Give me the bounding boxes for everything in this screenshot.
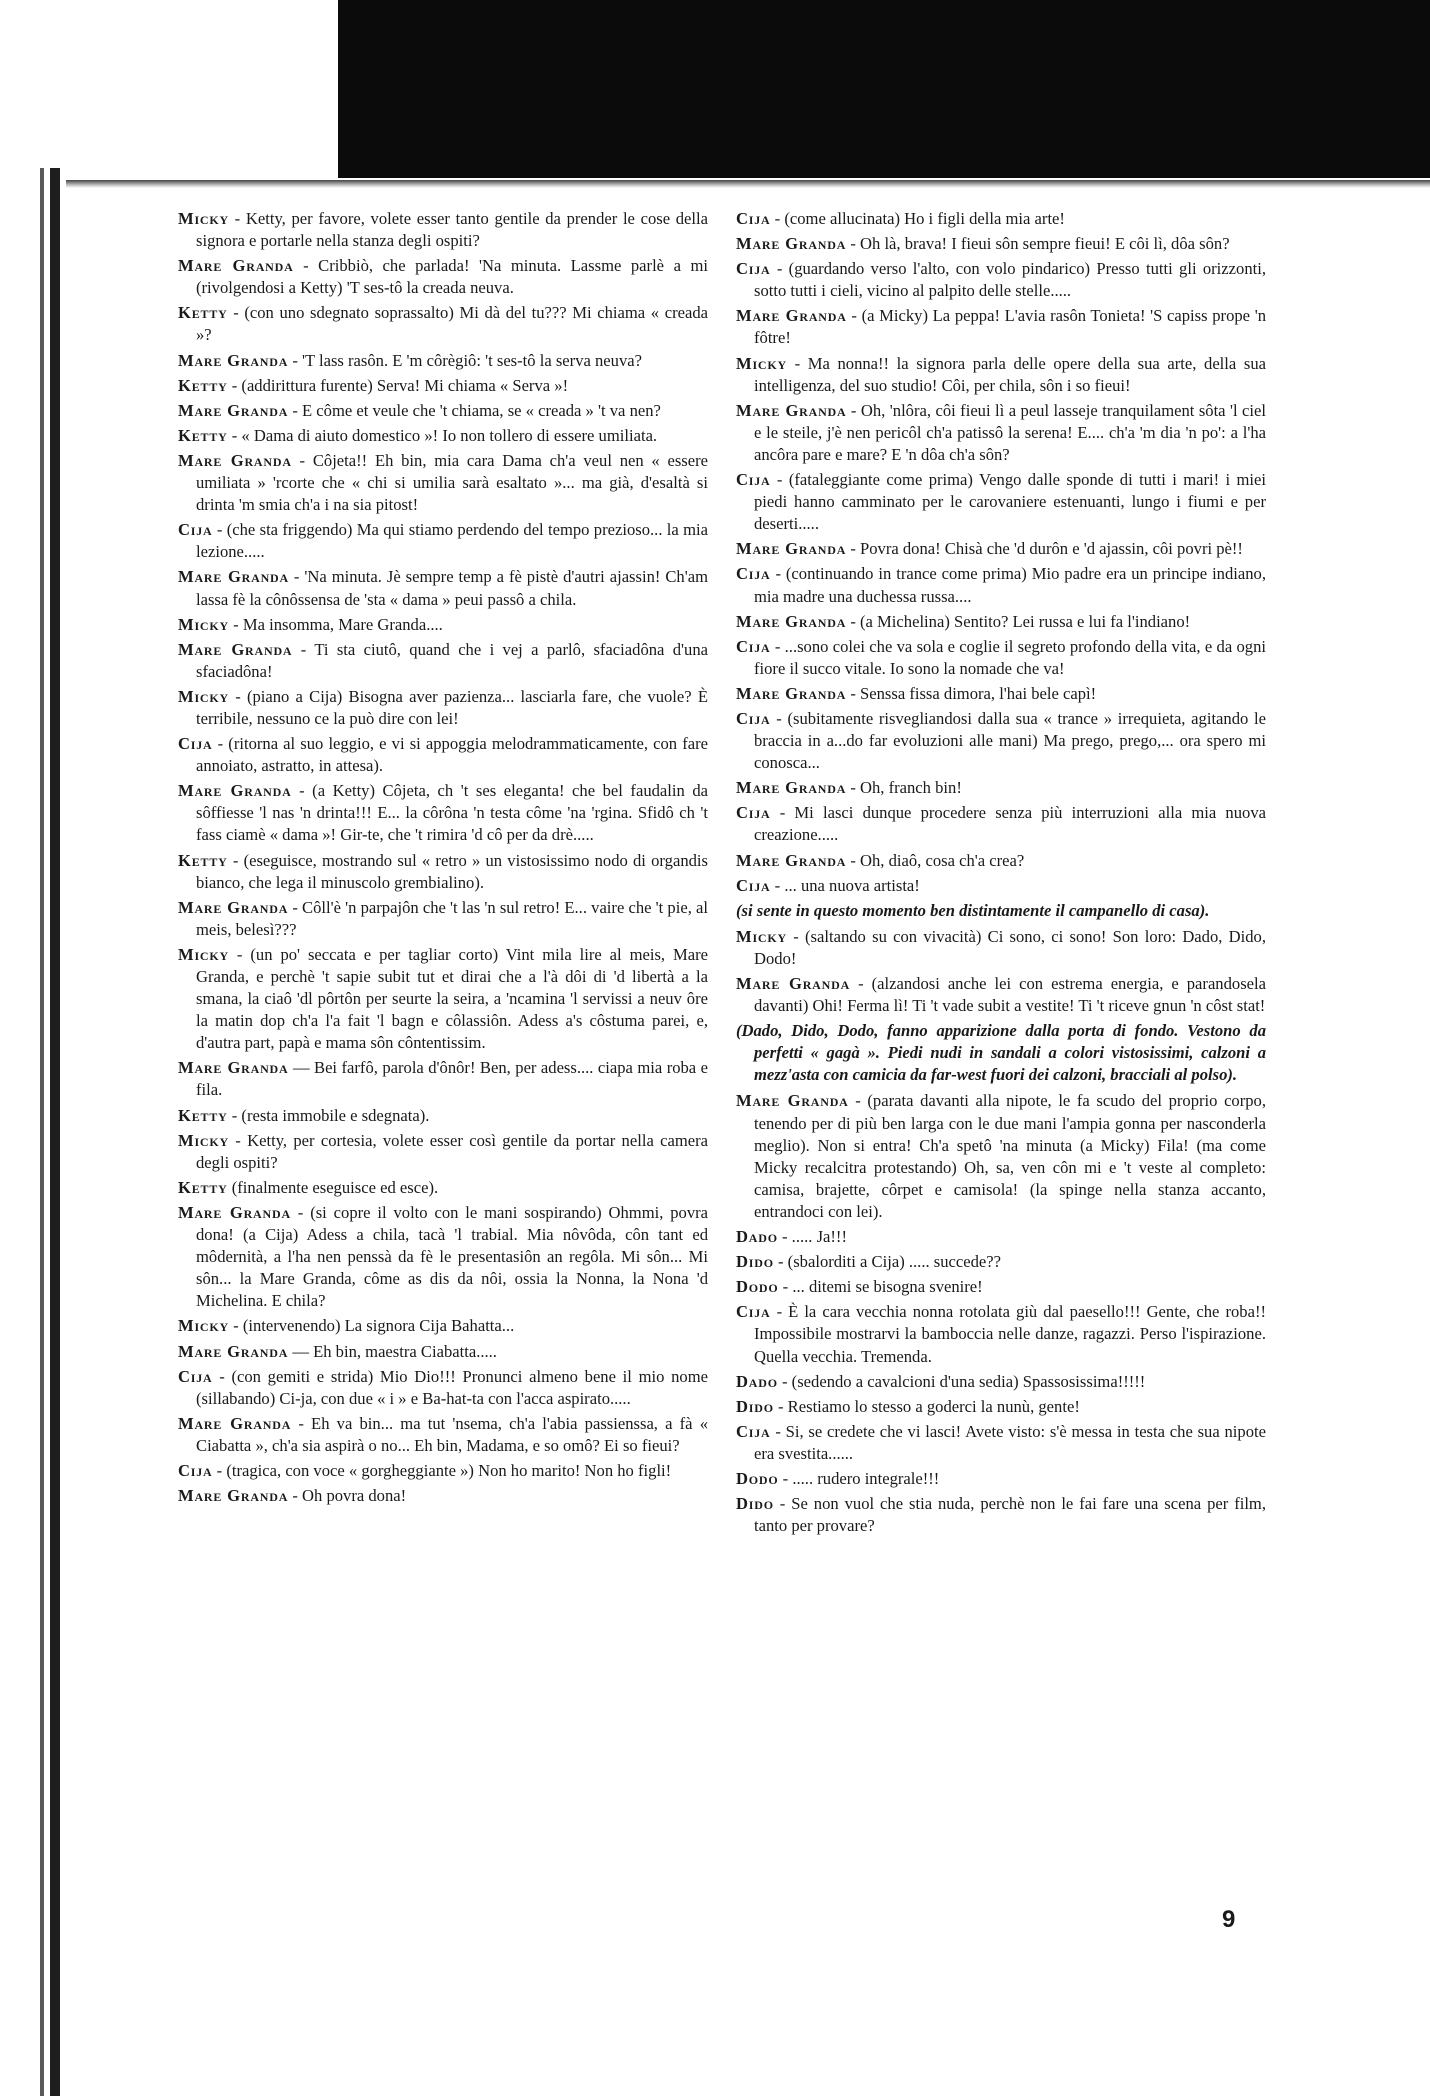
dialogue-line — [178, 1202, 708, 1312]
dialogue-text: - Ketty, per cortesia, volete esser così gentile da portar nella camera degli ospiti? — [196, 1130, 708, 1172]
dialogue-text: - Ma nonna!! la signora parla delle opere della sua arte, della sua intelligenza, del suo studio! Côi, per chila, sôn i so fieui! — [754, 353, 1266, 395]
dialogue-line — [178, 686, 708, 730]
speaker-name: Mare Granda — [736, 611, 847, 631]
binding-edge — [50, 168, 60, 2096]
dialogue-line — [736, 1493, 1266, 1537]
dialogue-text: - (con gemiti e strida) Mio Dio!!! Pronunci almeno bene il mio nome (sillabando) Ci-ja, con due « i » e Ba-hat-ta con l'acca aspirato..... — [196, 1366, 708, 1408]
dialogue-line — [736, 973, 1266, 1017]
dialogue-line — [178, 519, 708, 563]
dialogue-text: - Restiamo lo stesso a goderci la nunù, gente! — [773, 1396, 1080, 1416]
dialogue-line — [736, 305, 1266, 349]
dialogue-text: - (continuando in trance come prima) Mio padre era un principe indiano, mia madre una duchessa russa.... — [754, 564, 1266, 606]
dialogue-line — [736, 538, 1266, 560]
dialogue-line — [736, 850, 1266, 872]
speaker-name: Micky — [178, 209, 229, 228]
speaker-name: Cija — [736, 803, 771, 823]
speaker-name: Mare Granda — [178, 256, 294, 276]
dialogue-line — [736, 683, 1266, 705]
dialogue-text: - (fataleggiante come prima) Vengo dalle sponde di tutti i mari! i miei piedi hanno camminato per le carovaniere estenuanti, lungo i fiumi e per deserti..... — [754, 470, 1266, 534]
dialogue-line — [736, 1421, 1266, 1465]
speaker-name: Mare Granda — [178, 639, 293, 659]
dialogue-line — [736, 1468, 1266, 1490]
dialogue-text: - ..... Ja!!! — [777, 1227, 847, 1247]
dialogue-text: - Ketty, per favore, volete esser tanto gentile da prender le cose della signora e portarle nella stanza degli ospiti? — [196, 209, 708, 251]
dialogue-text: - Oh, franch bin! — [846, 778, 962, 798]
dialogue-line — [178, 1315, 708, 1337]
dialogue-text: - (piano a Cija) Bisogna aver pazienza... lasciarla fare, che vuole? È terribile, nessuno ce la può dire con lei! — [196, 686, 708, 728]
dialogue-text: - (si copre il volto con le mani sospirando) Ohmmi, povra dona! (a Cija) Adess a chila, tacà 'l trabial. Mia nôvôda, côn tant ed môdernità, a l'ha nen penssà da fè le presentasiôn an regôla. Mi sôn... Mi sôn... la Mare Granda, côme as dis da nôi, ossia la Nonna, la Nona 'd Michelina. E chila? — [196, 1202, 709, 1311]
dialogue-line — [736, 1301, 1266, 1367]
speaker-name: Mare Granda — [178, 1413, 292, 1433]
dialogue-text: - Côjeta!! Eh bin, mia cara Dama ch'a veul nen « essere umiliata » 'rcorte che « chi si umilia sarà esaltato »... ma già, d'esaltà si drinta 'm smia ch'a i na sia pitost! — [196, 450, 708, 515]
dialogue-line — [736, 777, 1266, 799]
dialogue-line — [178, 375, 708, 397]
speaker-name: Dado — [736, 1227, 778, 1247]
speaker-name: Mare Granda — [736, 974, 851, 993]
dialogue-text: — Eh bin, maestra Ciabatta..... — [288, 1341, 497, 1361]
speaker-name: Mare Granda — [736, 539, 847, 559]
speaker-name: Cija — [178, 1460, 213, 1480]
stage-direction — [736, 900, 1266, 922]
speaker-name: Cija — [736, 209, 771, 228]
dialogue-text: - E côme et veule che 't chiama, se « creada » 't va nen? — [288, 400, 661, 420]
right-column — [736, 208, 1266, 1540]
speaker-name: Mare Granda — [736, 306, 847, 326]
dialogue-text: - (saltando su con vivacità) Ci sono, ci sono! Son loro: Dado, Dido, Dodo! — [754, 926, 1266, 968]
speaker-name: Ketty — [178, 375, 228, 395]
dialogue-line — [736, 1371, 1266, 1393]
dialogue-line — [178, 1413, 708, 1457]
speaker-name: Cija — [178, 734, 213, 754]
dialogue-text: - (come allucinata) Ho i figli della mia arte! — [770, 209, 1065, 228]
dialogue-text: - (eseguisce, mostrando sul « retro » un vistosissimo nodo di organdis bianco, che lega il minuscolo grembialino). — [196, 850, 708, 892]
dialogue-text: - Oh, 'nlôra, côi fieui lì a peul lasseje tranquilament sôta 'l ciel e le steile, j'è nen pericôl ch'a patissô la serena! E.... ch'a 'm dia 'n po': a l'ha ancôra pare e mare? E 'n dôa ch'a sôn? — [754, 400, 1266, 464]
speaker-name: Micky — [178, 1316, 229, 1336]
dialogue-line — [178, 255, 708, 299]
dialogue-text: - Si, se credete che vi lasci! Avete visto: s'è messa in testa che sua nipote era svestita...... — [754, 1421, 1266, 1463]
dialogue-line — [178, 1366, 708, 1410]
dialogue-text: - Oh là, brava! I fieui sôn sempre fieui! E côi lì, dôa sôn? — [846, 234, 1230, 254]
speaker-name: Ketty — [178, 303, 228, 323]
speaker-name: Dodo — [736, 1277, 779, 1297]
dialogue-text: - Oh, diaô, cosa ch'a crea? — [846, 850, 1025, 870]
dialogue-text: - Mi lasci dunque procedere senza più interruzioni alla mia nuova creazione..... — [754, 803, 1266, 845]
page-top-shadow — [66, 180, 1430, 188]
speaker-name: Cija — [736, 564, 771, 584]
dialogue-line — [736, 469, 1266, 535]
dialogue-line — [178, 614, 708, 636]
dialogue-text: - ... ditemi se bisogna svenire! — [778, 1277, 983, 1297]
dialogue-line — [178, 1460, 708, 1482]
speaker-name: Dido — [736, 1396, 774, 1416]
dialogue-text: - (sedendo a cavalcioni d'una sedia) Spassosissima!!!!! — [777, 1371, 1146, 1391]
dialogue-line — [178, 450, 708, 516]
dialogue-text: - (a Ketty) Côjeta, ch 't ses eleganta! che bel faudalin da sôffiesse 'l nas 'n drinta!!! E... la côrôna 'n testa côme 'na 'rgina. Sfidô ch 't fass ciamè « dama »! Gir-te, che 't rimira 'd cô per da drè..... — [196, 781, 708, 845]
dialogue-text: (Dado, Dido, Dodo, fanno apparizione dalla porta di fondo. Vestono da perfetti « gagà ». Piedi nudi in sandali a colori vistosissimi, calzoni a mezz'asta con camicia da far-west fuori dei calzoni, bracciali al polso). — [736, 1021, 1266, 1085]
dialogue-text: - (guardando verso l'alto, con volo pindarico) Presso tutti gli orizzonti, sotto tutti i cieli, vicino al palpito delle stelle..... — [754, 259, 1266, 301]
dialogue-text: - Cribbiò, che parlada! 'Na minuta. Lassme parlè a mi (rivolgendosi a Ketty) 'T ses-tô la creada neuva. — [196, 256, 708, 298]
scan-top-border — [0, 0, 1430, 178]
speaker-name: Ketty — [178, 1105, 228, 1125]
dialogue-text: - Senssa fissa dimora, l'hai bele capì! — [846, 683, 1097, 703]
dialogue-text: - ..... rudero integrale!!! — [778, 1468, 940, 1488]
dialogue-line — [736, 611, 1266, 633]
dialogue-line — [736, 400, 1266, 466]
speaker-name: Mare Granda — [178, 1486, 289, 1506]
page-number: 9 — [1222, 1906, 1236, 1933]
dialogue-text: - (parata davanti alla nipote, le fa scudo del proprio corpo, tenendo per di più ben larga con le due mani l'ampia gonna per nasconderla meglio). Non si entra! Ch'a spetô 'na minuta (a Micky) Fila! (ma come Micky recalcitra protestando) Oh, sa, ven côn mi e 't veste al completo: camisa, brajette, côrpet e camisola! (la spinge nella stanza accanto, entrandoci con lei). — [754, 1091, 1267, 1221]
dialogue-line — [178, 1130, 708, 1174]
dialogue-text: - (un po' seccata e per tagliar corto) Vint mila lire al meis, Mare Granda, e perchè 't sapie subit tut et dirai che a l'à dôi di 'd libertà a la smana, la ciaô 'dl pôrtôn per seurte la seira, a 'ncamina 'l servissi a neuv ôre la matin dop ch'a l'a fait 'l bagn e côlassiôn. Adess a's côstuma parei, e, d'autra part, papà e mama sôn côntentissim. — [196, 944, 708, 1053]
speaker-name: Ketty — [178, 1177, 228, 1197]
speaker-name: Micky — [178, 944, 229, 964]
speaker-name: Cija — [736, 1421, 771, 1441]
dialogue-text: - 'T lass rasôn. E 'm côrègiô: 't ses-tô la serva neuva? — [288, 350, 642, 370]
dialogue-line — [178, 566, 708, 610]
speaker-name: Micky — [178, 614, 229, 634]
speaker-name: Mare Granda — [178, 781, 292, 801]
speaker-name: Mare Granda — [736, 1091, 849, 1111]
speaker-name: Mare Granda — [178, 400, 289, 420]
speaker-name: Mare Granda — [178, 1058, 289, 1078]
dialogue-line — [178, 1057, 708, 1101]
dialogue-line — [178, 1485, 708, 1507]
dialogue-line — [736, 353, 1266, 397]
speaker-name: Mare Granda — [736, 234, 847, 254]
dialogue-line — [736, 233, 1266, 255]
dialogue-line — [178, 639, 708, 683]
dialogue-text: - È la cara vecchia nonna rotolata giù dal paesello!!! Gente, che roba!! Impossibile mostrarvi la bamboccia nelle danze, ragazzi. Perso l'ispirazione. Quella vecchia. Tremenda. — [754, 1302, 1266, 1366]
speaker-name: Micky — [736, 353, 787, 373]
dialogue-text: (si sente in questo momento ben distintamente il campanello di casa). — [736, 900, 1210, 920]
speaker-name: Mare Granda — [736, 400, 847, 420]
speaker-name: Mare Granda — [178, 1341, 289, 1361]
speaker-name: Cija — [736, 708, 771, 728]
dialogue-line — [178, 944, 708, 1054]
speaker-name: Dido — [736, 1252, 774, 1272]
speaker-name: Cija — [736, 470, 771, 490]
scan-top-notch — [0, 0, 338, 178]
dialogue-text: - Oh povra dona! — [288, 1486, 407, 1506]
speaker-name: Cija — [178, 520, 213, 540]
speaker-name: Mare Granda — [178, 1202, 291, 1222]
dialogue-line — [736, 926, 1266, 970]
dialogue-text: - ...sono colei che va sola e coglie il segreto profondo della vita, e da ogni fiore il succo vitale. Io sono la nomade che va! — [754, 636, 1266, 678]
dialogue-text: — Bei farfô, parola d'ônôr! Ben, per adess.... ciapa mia roba e fila. — [196, 1058, 708, 1100]
binding-shadow — [40, 168, 44, 2096]
dialogue-text: - (a Micky) La peppa! L'avia rasôn Tonieta! 'S capiss prope 'n fôtre! — [754, 306, 1266, 348]
dialogue-line — [736, 708, 1266, 774]
dialogue-text: - (ritorna al suo leggio, e vi si appoggia melodrammaticamente, con fare annoiato, astratto, in attesa). — [196, 734, 708, 776]
dialogue-line — [736, 1276, 1266, 1298]
speaker-name: Mare Granda — [178, 350, 289, 370]
dialogue-line — [736, 563, 1266, 607]
dialogue-text: - (sbalorditi a Cija) ..... succede?? — [773, 1252, 1002, 1272]
dialogue-line — [736, 1396, 1266, 1418]
dialogue-text: - Eh va bin... ma tut 'nsema, ch'a l'abia passienssa, a fà « Ciabatta », ch'a sia aspirà o no... Eh bin, Madama, e so omô? Ei so fieui? — [196, 1413, 708, 1455]
speaker-name: Dodo — [736, 1468, 779, 1488]
dialogue-line — [736, 1251, 1266, 1273]
dialogue-text: - (alzandosi anche lei con estrema energia, e parandosela davanti) Ohi! Ferma lì! Ti 't vade subit a vestite! Ti 't riceve gnun 'n côst stat! — [754, 974, 1267, 1016]
dialogue-line — [178, 400, 708, 422]
dialogue-text: - Ma insomma, Mare Granda.... — [229, 614, 443, 634]
dialogue-line — [178, 897, 708, 941]
dialogue-text: - (con uno sdegnato soprassalto) Mi dà del tu??? Mi chiama « creada »? — [196, 303, 708, 345]
dialogue-text: - (tragica, con voce « gorgheggiante ») Non ho marito! Non ho figli! — [212, 1460, 672, 1480]
dialogue-line — [736, 802, 1266, 846]
dialogue-line — [178, 302, 708, 346]
speaker-name: Mare Granda — [178, 567, 289, 587]
dialogue-text: - 'Na minuta. Jè sempre temp a fè pistè d'autri ajassin! Ch'am lassa fè la cônôssensa de 'sta « dama » peui passô a chila. — [196, 567, 708, 609]
dialogue-line — [178, 350, 708, 372]
dialogue-line — [178, 1341, 708, 1363]
dialogue-line — [178, 780, 708, 846]
dialogue-line — [736, 875, 1266, 897]
speaker-name: Cija — [736, 636, 771, 656]
dialogue-text: - (subitamente risvegliandosi dalla sua « trance » irrequieta, agitando le braccia in a...do far evoluzioni alle mani) Ma prego, prego,... ora spero mi conosca... — [754, 708, 1266, 773]
speaker-name: Mare Granda — [178, 897, 289, 917]
dialogue-text: - « Dama di aiuto domestico »! Io non tollero di essere umiliata. — [227, 425, 658, 445]
speaker-name: Ketty — [178, 425, 228, 445]
speaker-name: Mare Granda — [736, 778, 847, 798]
dialogue-text: - ... una nuova artista! — [770, 875, 920, 895]
dialogue-text: - (resta immobile e sdegnata). — [227, 1105, 430, 1125]
speaker-name: Mare Granda — [736, 683, 847, 703]
dialogue-text: - (intervenendo) La signora Cija Bahatta... — [229, 1316, 515, 1336]
dialogue-text: - (che sta friggendo) Ma qui stiamo perdendo del tempo prezioso... la mia lezione..... — [196, 520, 708, 562]
left-column — [178, 208, 708, 1510]
dialogue-line — [736, 208, 1266, 230]
speaker-name: Micky — [178, 1130, 229, 1150]
speaker-name: Cija — [178, 1366, 213, 1386]
speaker-name: Cija — [736, 1302, 771, 1322]
dialogue-line — [178, 850, 708, 894]
speaker-name: Cija — [736, 875, 771, 895]
speaker-name: Cija — [736, 259, 771, 279]
dialogue-line — [178, 425, 708, 447]
dialogue-line — [178, 208, 708, 252]
dialogue-line — [736, 636, 1266, 680]
dialogue-line — [736, 258, 1266, 302]
scan-left-edge — [0, 168, 66, 2096]
dialogue-text: - Côll'è 'n parpajôn che 't las 'n sul retro! E... vaire che 't pie, al meis, belesì??? — [196, 897, 708, 939]
dialogue-line — [178, 1177, 708, 1199]
speaker-name: Dado — [736, 1371, 778, 1391]
stage-direction — [736, 1020, 1266, 1086]
dialogue-text: - (a Michelina) Sentito? Lei russa e lui fa l'indiano! — [846, 611, 1191, 631]
speaker-name: Micky — [736, 926, 787, 946]
dialogue-text: (finalmente eseguisce ed esce). — [227, 1177, 439, 1197]
dialogue-line — [736, 1090, 1266, 1223]
dialogue-line — [178, 1105, 708, 1127]
speaker-name: Mare Granda — [736, 850, 847, 870]
speaker-name: Ketty — [178, 850, 228, 870]
dialogue-text: - Se non vuol che stia nuda, perchè non le fai fare una scena per film, tanto per provare? — [754, 1494, 1266, 1536]
speaker-name: Dido — [736, 1494, 774, 1514]
dialogue-text: - Povra dona! Chisà che 'd durôn e 'd ajassin, côi povri pè!! — [846, 539, 1243, 559]
dialogue-text: - Ti sta ciutô, quand che i vej a parlô, sfaciadôna d'una sfaciadôna! — [196, 639, 708, 681]
dialogue-line — [178, 733, 708, 777]
dialogue-text: - (addirittura furente) Serva! Mi chiama « Serva »! — [227, 375, 569, 395]
dialogue-line — [736, 1226, 1266, 1248]
speaker-name: Micky — [178, 686, 229, 706]
speaker-name: Mare Granda — [178, 450, 292, 470]
